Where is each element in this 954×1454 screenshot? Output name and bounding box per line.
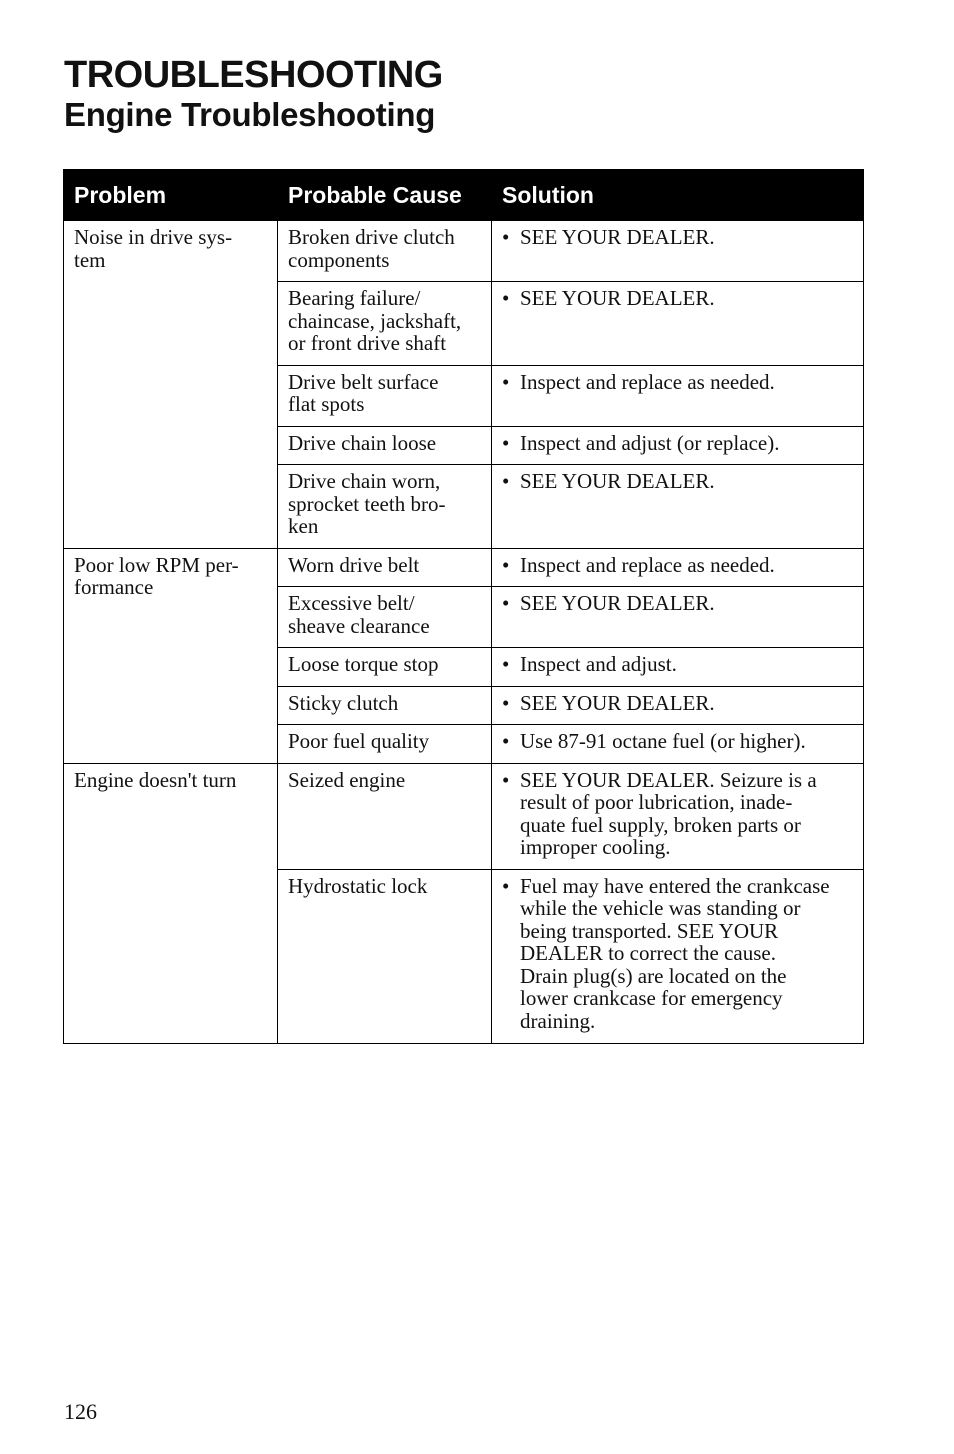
bullet-icon: • [502,873,510,898]
solution-cell [492,282,864,366]
solution-item [502,592,853,615]
table-row [64,763,864,869]
solution-text: Fuel may have entered the crankcase while the vehicle was standing or being transported. SEE YOUR DEALER to correct the cause. Drain plug(s) are located on the lower crankcase for emergency draining. [520,873,830,1033]
problem-cell: Engine doesn't turn [64,763,278,1043]
solution-cell [492,869,864,1043]
cause-cell: Seized engine [278,763,492,869]
bullet-icon: • [502,430,510,455]
cause-cell: Poor fuel quality [278,725,492,764]
troubleshooting-table [63,169,864,1044]
page-number: 126 [64,1399,97,1424]
bullet-icon: • [502,729,510,753]
solution-cell [492,725,864,764]
table-body [64,221,864,1044]
solution-text: Inspect and replace as needed. [520,369,775,394]
solution-item [502,432,853,455]
solution-item [502,730,853,753]
cause-cell: Worn drive belt [278,548,492,587]
solution-item [502,692,853,715]
bullet-icon: • [502,286,510,310]
cause-cell: Bearing failure/ chaincase, jackshaft, or front drive shaft [278,282,492,366]
cause-cell: Drive chain loose [278,426,492,465]
solution-item [502,226,853,249]
solution-cell [492,365,864,426]
solution-cell [492,548,864,587]
problem-cell: Poor low RPM per- formance [64,548,278,763]
cause-cell: Drive chain worn, sprocket teeth bro- ken [278,465,492,549]
bullet-icon: • [502,469,510,493]
solution-text: Use 87-91 octane fuel (or higher). [520,729,806,753]
solution-text: SEE YOUR DEALER. [520,690,715,715]
header-solution: Solution [492,170,864,221]
solution-cell [492,465,864,549]
solution-text: SEE YOUR DEALER. [520,286,715,310]
cause-cell: Drive belt surface flat spots [278,365,492,426]
section-title: Engine Troubleshooting [64,96,436,133]
solution-text: SEE YOUR DEALER. Seizure is a result of poor lubrication, inade- quate fuel supply, broken parts or improper cooling. [520,767,817,859]
cause-cell: Excessive belt/ sheave clearance [278,587,492,648]
cause-cell: Loose torque stop [278,648,492,687]
cause-cell: Hydrostatic lock [278,869,492,1043]
header-problem: Problem [64,170,278,221]
solution-cell [492,686,864,725]
solution-text: Inspect and adjust (or replace). [520,430,780,455]
bullet-icon: • [502,225,510,249]
solution-cell [492,426,864,465]
problem-cell: Noise in drive sys- tem [64,221,278,549]
solution-item [502,769,853,859]
bullet-icon: • [502,369,510,394]
solution-item [502,653,853,676]
solution-cell [492,587,864,648]
solution-item [502,371,853,394]
table-row [64,548,864,587]
solution-item [502,554,853,577]
bullet-icon: • [502,767,510,792]
bullet-icon: • [502,591,510,615]
bullet-icon: • [502,652,510,676]
cause-cell: Broken drive clutch components [278,221,492,282]
solution-cell [492,648,864,687]
solution-item [502,470,853,493]
solution-text: SEE YOUR DEALER. [520,591,715,615]
bullet-icon: • [502,552,510,577]
table-row [64,221,864,282]
header-probable-cause: Probable Cause [278,170,492,221]
cause-cell: Sticky clutch [278,686,492,725]
table-header-row [64,170,864,221]
solution-cell [492,221,864,282]
bullet-icon: • [502,690,510,715]
solution-item [502,875,853,1033]
solution-text: Inspect and replace as needed. [520,552,775,577]
solution-item [502,287,853,310]
page-title: TROUBLESHOOTING [64,54,443,96]
solution-text: Inspect and adjust. [520,652,677,676]
solution-text: SEE YOUR DEALER. [520,225,715,249]
solution-cell [492,763,864,869]
solution-text: SEE YOUR DEALER. [520,469,715,493]
